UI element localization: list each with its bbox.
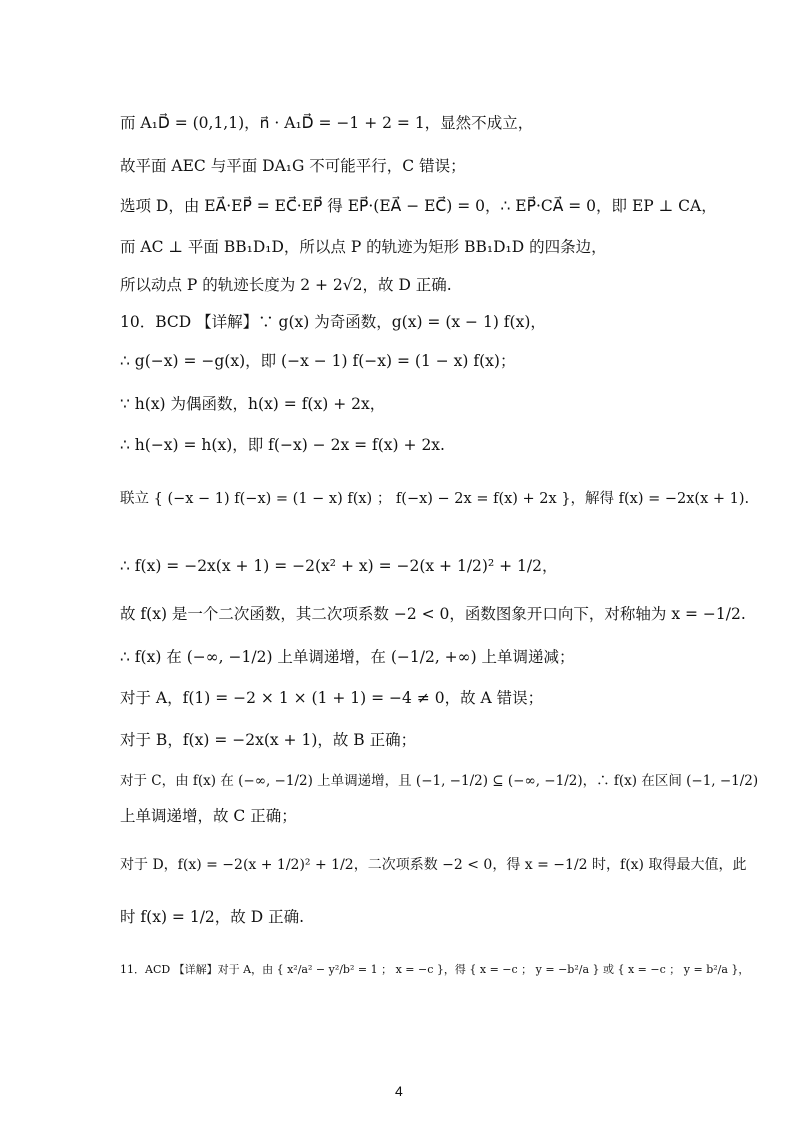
text-line-2: 故平面 AEC 与平面 DA₁G 不可能平行，C 错误；: [120, 157, 466, 175]
text-line-10: 联立 { (−x − 1) f(−x) = (1 − x) f(x) ； f(−x) − 2x = f(x) + 2x }，解得 f(x) = −2x(x + 1).: [120, 491, 750, 507]
text-line-8: ∵ h(x) 为偶函数，h(x) = f(x) + 2x，: [120, 395, 386, 413]
text-line-1: 而 A₁D⃗ = (0,1,1)，n⃗ · A₁D⃗ = −1 + 2 = 1，显然不成立，: [120, 114, 534, 132]
text-line-13: ∴ f(x) 在 (−∞, −1/2) 上单调递增，在 (−1/2, +∞) 上单调递减；: [120, 648, 575, 666]
text-line-3: 选项 D，由 EA⃗·EP⃗ = EC⃗·EP⃗ 得 EP⃗·(EA⃗ − EC⃗) = 0，∴ EP⃗·CA⃗ = 0，即 EP ⊥ CA，: [120, 197, 717, 215]
text-line-19: 时 f(x) = 1/2，故 D 正确.: [120, 908, 304, 926]
text-line-9: ∴ h(−x) = h(x)，即 f(−x) − 2x = f(x) + 2x.: [120, 436, 445, 454]
text-line-16: 对于 C，由 f(x) 在 (−∞, −1/2) 上单调递增，且 (−1, −1/2) ⊆ (−∞, −1/2)，∴ f(x) 在区间 (−1, −1/2): [120, 773, 759, 789]
text-line-12: 故 f(x) 是一个二次函数，其二次项系数 −2 < 0，函数图象开口向下，对称轴为 x = −1/2.: [120, 605, 746, 623]
text-line-15: 对于 B，f(x) = −2x(x + 1)，故 B 正确；: [120, 731, 417, 749]
text-line-4: 而 AC ⊥ 平面 BB₁D₁D，所以点 P 的轨迹为矩形 BB₁D₁D 的四条边，: [120, 238, 607, 256]
text-line-5: 所以动点 P 的轨迹长度为 2 + 2√2，故 D 正确.: [120, 276, 452, 294]
text-line-7: ∴ g(−x) = −g(x)，即 (−x − 1) f(−x) = (1 − x) f(x)；: [120, 352, 516, 370]
text-line-14: 对于 A，f(1) = −2 × 1 × (1 + 1) = −4 ≠ 0，故 A 错误；: [120, 689, 544, 707]
text-line-6: 10．BCD 【详解】∵ g(x) 为奇函数，g(x) = (x − 1) f(x)，: [120, 313, 546, 331]
text-line-17: 上单调递增，故 C 正确；: [120, 807, 297, 825]
text-line-18: 对于 D，f(x) = −2(x + 1/2)² + 1/2，二次项系数 −2 < 0，得 x = −1/2 时，f(x) 取得最大值，此: [120, 857, 747, 873]
text-line-11: ∴ f(x) = −2x(x + 1) = −2(x² + x) = −2(x + 1/2)² + 1/2，: [120, 557, 558, 575]
text-line-20: 11．ACD 【详解】对于 A，由 { x²/a² − y²/b² = 1 ； x = −c }，得 { x = −c ； y = −b²/a } 或 { x = −c ； y = b²/a }，: [120, 963, 750, 976]
page-number: 4: [395, 1083, 403, 1099]
